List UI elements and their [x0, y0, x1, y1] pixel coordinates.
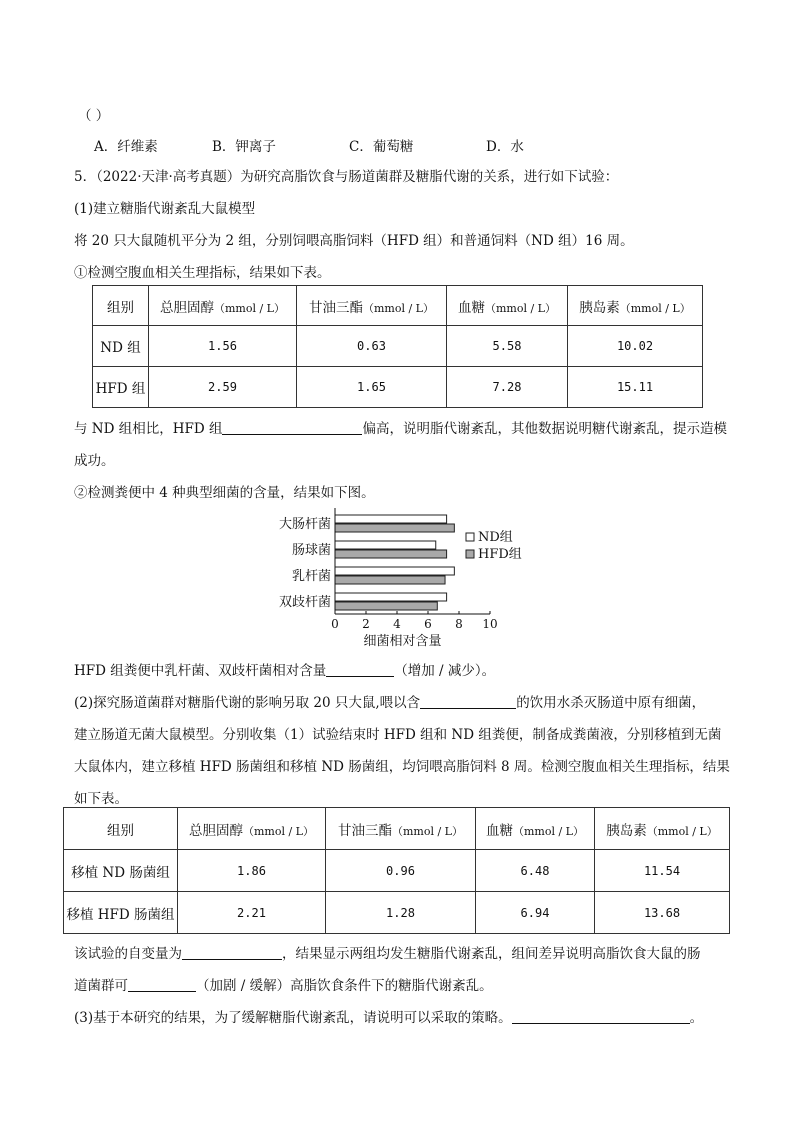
table2 [63, 807, 730, 934]
table2-header-cell: 胰岛素（mmol / L） [595, 808, 730, 850]
part2-text-a: (2)探究肠道菌群对糖脂代谢的影响另取 20 只大鼠,喂以含 [74, 695, 421, 711]
table1-cell: 15.11 [568, 367, 703, 408]
bar-hfd-2 [335, 550, 447, 558]
part1-description: 将 20 只大鼠随机平分为 2 组，分别饲喂高脂饲料（HFD 组）和普通饲料（ND 组）16 周。 [74, 233, 634, 249]
x-tick-label: 8 [455, 617, 463, 631]
table2-cell: 6.94 [476, 892, 595, 934]
table-row [93, 326, 703, 367]
answer-blank-4[interactable] [182, 945, 282, 960]
category-label: 乳杆菌 [291, 569, 331, 584]
part3-line [74, 1006, 703, 1026]
answer-parenthesis: （ ） [78, 108, 110, 124]
table2-cell: 0.96 [326, 850, 476, 892]
table-row [64, 892, 730, 934]
question-number: 5． [74, 169, 97, 185]
legend-swatch-hfd [466, 550, 474, 558]
bacteria-bar-chart [256, 508, 546, 648]
answer-blank-6[interactable] [512, 1009, 690, 1024]
category-label: 大肠杆菌 [278, 517, 331, 532]
table1-header-cell: 组别 [93, 286, 149, 326]
x-tick-label: 6 [424, 617, 432, 631]
category-label: 肠球菌 [291, 543, 331, 558]
answer-blank-1[interactable] [222, 420, 362, 435]
table1-cell: 1.56 [149, 326, 297, 367]
option-d: D．水 [486, 139, 524, 155]
q2-text-a: HFD 组粪便中乳杆菌、双歧杆菌相对含量 [74, 663, 327, 679]
q3-line2 [74, 974, 493, 994]
table2-header-cell: 甘油三酯（mmol / L） [326, 808, 476, 850]
q2-line [74, 659, 495, 679]
table1-cell: HFD 组 [93, 367, 149, 408]
part2-line4: 如下表。 [74, 791, 128, 807]
bar-nd-4 [335, 593, 447, 601]
option-a: A．纤维素 [94, 139, 158, 155]
answer-blank-5[interactable] [128, 977, 196, 992]
table1-header-cell: 总胆固醇（mmol / L） [149, 286, 297, 326]
x-tick-label: 10 [482, 617, 498, 631]
table1-cell: 2.59 [149, 367, 297, 408]
q3-text-a: 该试验的自变量为 [74, 946, 182, 962]
table2-header-cell: 血糖（mmol / L） [476, 808, 595, 850]
bar-hfd-4 [335, 602, 437, 610]
bar-nd-2 [335, 541, 436, 549]
table1 [92, 285, 703, 408]
q3-text-d: （加剧 / 缓解）高脂饮食条件下的糖脂代谢紊乱。 [196, 978, 493, 994]
legend-label: HFD组 [478, 547, 522, 562]
part3-period: 。 [689, 1010, 704, 1026]
table1-cell: 7.28 [447, 367, 568, 408]
table2-header-row [64, 808, 730, 850]
part2-text-b: 的饮用水杀灭肠道中原有细菌， [516, 695, 706, 711]
question-header [74, 165, 618, 185]
bar-hfd-3 [335, 576, 445, 584]
question-source: （2022·天津·高考真题） [96, 169, 241, 185]
legend-swatch-nd [466, 533, 474, 541]
table2-cell: 移植 HFD 肠菌组 [64, 892, 178, 934]
bar-nd-3 [335, 567, 454, 575]
table2-cell: 移植 ND 肠菌组 [64, 850, 178, 892]
table1-header-row [93, 286, 703, 326]
step1-text: ①检测空腹血相关生理指标，结果如下表。 [74, 265, 331, 281]
table1-cell: 10.02 [568, 326, 703, 367]
table1-header-cell: 胰岛素（mmol / L） [568, 286, 703, 326]
option-c: C．葡萄糖 [349, 139, 414, 155]
x-axis-label: 细菌相对含量 [363, 634, 442, 648]
table2-header-cell: 组别 [64, 808, 178, 850]
part3-text: (3)基于本研究的结果，为了缓解糖脂代谢紊乱，请说明可以采取的策略。 [74, 1010, 512, 1026]
q1-text-a: 与 ND 组相比，HFD 组 [74, 421, 223, 437]
part2-line2: 建立肠道无菌大鼠模型。分别收集（1）试验结束时 HFD 组和 ND 组粪便，制备成粪菌液，分别移植到无菌 [74, 727, 722, 743]
bar-nd-1 [335, 515, 447, 523]
table1-cell: 5.58 [447, 326, 568, 367]
x-tick-label: 2 [362, 617, 370, 631]
bar-hfd-1 [335, 524, 454, 532]
table2-header-cell: 总胆固醇（mmol / L） [178, 808, 326, 850]
table2-cell: 2.21 [178, 892, 326, 934]
table-row [93, 367, 703, 408]
x-tick-label: 0 [331, 617, 339, 631]
part2-line1 [74, 691, 705, 711]
q1-text-c: 成功。 [74, 453, 115, 469]
table2-cell: 6.48 [476, 850, 595, 892]
table1-cell: 1.65 [297, 367, 447, 408]
table1-cell: ND 组 [93, 326, 149, 367]
q3-line1 [74, 942, 701, 962]
table2-cell: 11.54 [595, 850, 730, 892]
legend-label: ND组 [478, 530, 513, 545]
table1-header-cell: 血糖（mmol / L） [447, 286, 568, 326]
option-b: B．钾离子 [212, 139, 276, 155]
part2-line3: 大鼠体内，建立移植 HFD 肠菌组和移植 ND 肠菌组，均饲喂高脂饲料 8 周。检测空腹血相关生理指标，结果 [74, 759, 730, 775]
part1-title: (1)建立糖脂代谢紊乱大鼠模型 [74, 201, 256, 217]
q2-text-b: （增加 / 减少）。 [394, 663, 496, 679]
table1-cell: 0.63 [297, 326, 447, 367]
table2-cell: 1.28 [326, 892, 476, 934]
x-tick-label: 4 [393, 617, 401, 631]
q3-text-c: 道菌群可 [74, 978, 128, 994]
question-stem: 为研究高脂饮食与肠道菌群及糖脂代谢的关系，进行如下试验： [240, 169, 619, 185]
answer-blank-3[interactable] [420, 694, 516, 709]
table-row [64, 850, 730, 892]
step2-text: ②检测粪便中 4 种典型细菌的含量，结果如下图。 [74, 485, 375, 501]
category-label: 双歧杆菌 [278, 595, 331, 610]
q3-text-b: ，结果显示两组均发生糖脂代谢紊乱，组间差异说明高脂饮食大鼠的肠 [282, 946, 701, 962]
table2-cell: 1.86 [178, 850, 326, 892]
table1-header-cell: 甘油三酯（mmol / L） [297, 286, 447, 326]
answer-blank-2[interactable] [326, 662, 394, 677]
table2-cell: 13.68 [595, 892, 730, 934]
q1-line [74, 417, 727, 437]
q1-text-b: 偏高，说明脂代谢紊乱，其他数据说明糖代谢紊乱，提示造模 [362, 421, 727, 437]
